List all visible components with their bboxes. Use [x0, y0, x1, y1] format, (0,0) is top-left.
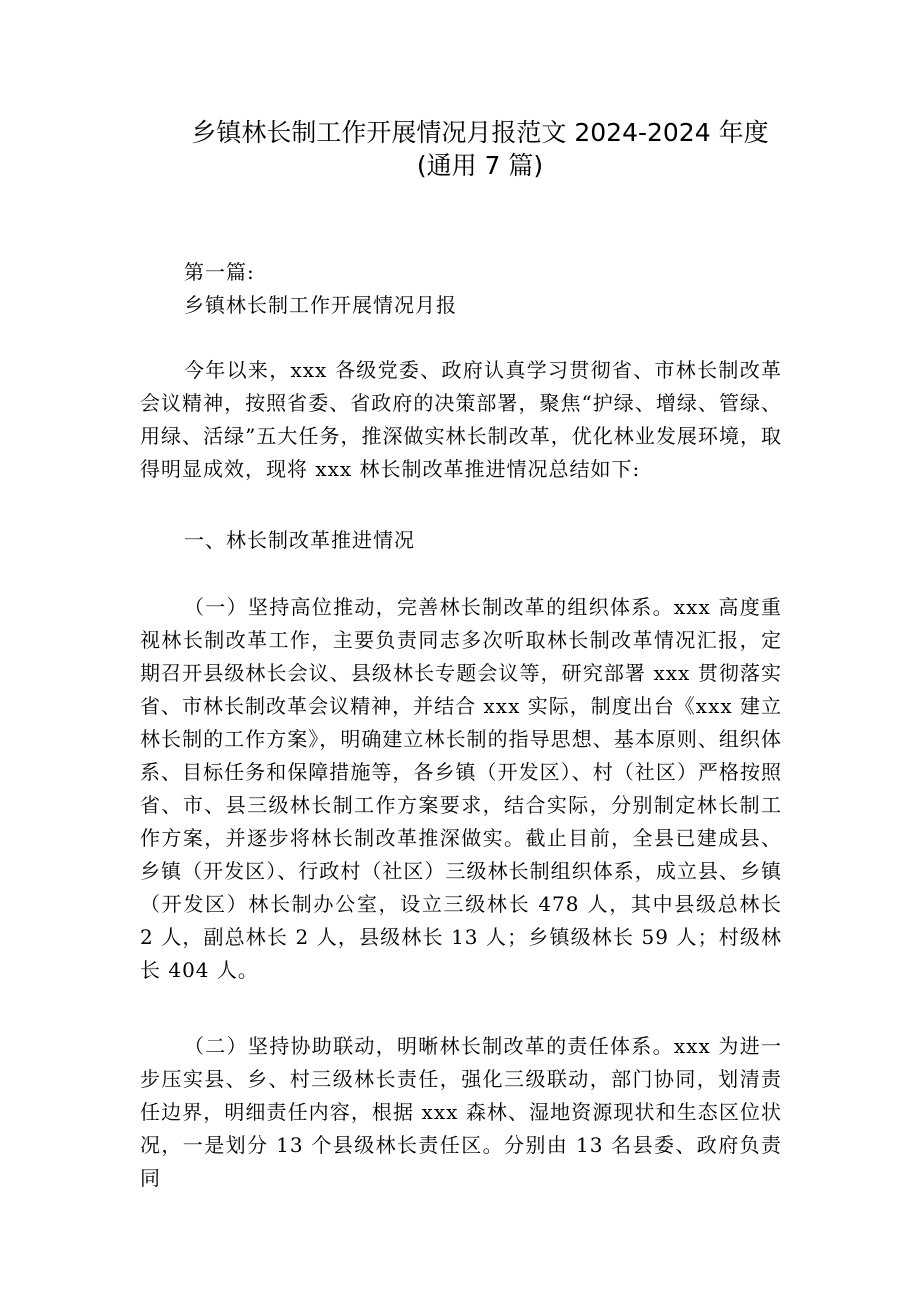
- paragraph-2: （二）坚持协助联动，明晰林长制改革的责任体系。xxx 为进一步压实县、乡、村三级林长责任，强化三级联动，部门协同，划清责任边界，明细责任内容，根据 xxx 森林、湿地资源现状和生态区位状况，一是划分 13 个县级林长责任区。分别由 13 名县委、政府负责同: [140, 1034, 782, 1190]
- intro-paragraph: 今年以来，xxx 各级党委、政府认真学习贯彻省、市林长制改革会议精神，按照省委、省政府的决策部署，聚焦“护绿、增绿、管绿、用绿、活绿”五大任务，推深做实林长制改革，优化林业发展环境，取得明显成效，现将 xxx 林长制改革推进情况总结如下:: [140, 358, 782, 481]
- document-title: 乡镇林长制工作开展情况月报范文 2024-2024 年度(通用 7 篇): [191, 118, 769, 180]
- section-label: 第一篇:: [184, 260, 255, 284]
- section-title: 乡镇林长制工作开展情况月报: [184, 293, 457, 317]
- paragraph-1: （一）坚持高位推动，完善林长制改革的组织体系。xxx 高度重视林长制改革工作，主要负责同志多次听取林长制改革情况汇报，定期召开县级林长会议、县级林长专题会议等，研究部署 xxx 贯彻落实省、市林长制改革会议精神，并结合 xxx 实际，制度出台《xxx 建立林长制的工作方案》，明确建立林长制的指导思想、基本原则、组织体系、目标任务和保障措施等，各乡镇（开发区）、村（社区）严格按照省、市、县三级林长制工作方案要求，结合实际，分别制定林长制工作方案，并逐步将林长制改革推深做实。截止目前，全县已建成县、乡镇（开发区）、行政村（社区）三级林长制组织体系，成立县、乡镇（开发区）林长制办公室，设立三级林长 478 人，其中县级总林长 2 人，副总林长 2 人，县级林长 13 人；乡镇级林长 59 人；村级林长 404 人。: [140, 595, 782, 982]
- section-heading: 一、林长制改革推进情况: [184, 528, 415, 552]
